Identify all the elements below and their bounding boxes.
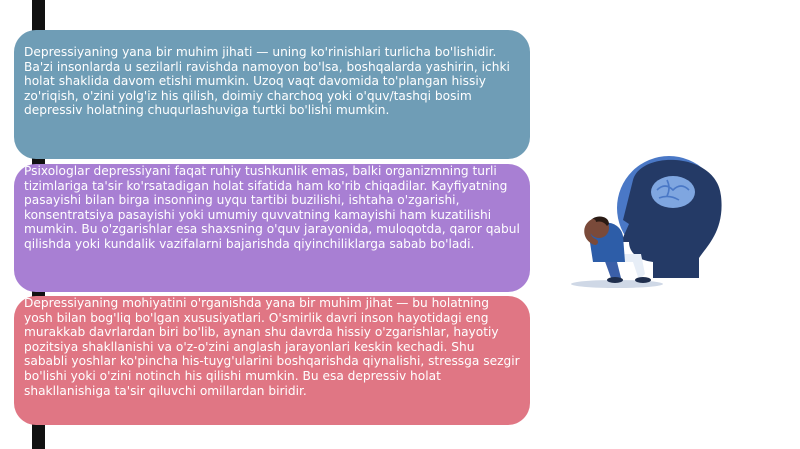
text-card-3 <box>14 296 530 425</box>
paragraph-2: Psixologlar depressiyani faqat ruhiy tushkunlik emas, balki organizmning turli tizimlariga ta'sir ko'rsatadigan holat sifatida ham ko'rib chiqadilar. Kayfiyatning pasayishi bilan birga insonning uyqu tartibi buzilishi, ishtaha o'zgarishi, konsentratsiya pasayishi yoki umumiy quvvatning kamayishi ham kuzatilishi mumkin. Bu o'zgarishlar esa shaxsning o'quv jarayonida, muloqotda, qaror qabul qilishda yoki kundalik vazifalarni bajarishda qiyinchiliklarga sabab bo'ladi. <box>24 164 520 251</box>
paragraph-1: Depressiyaning yana bir muhim jihati — uning ko'rinishlari turlicha bo'lishidir. Ba'zi insonlarda u sezilarli ravishda namoyon bo'lsa, boshqalarda yashirin, ichki holat shaklida davom etishi mumkin. Uzoq vaqt davomida to'plangan hissiy zo'riqish, o'zini yolg'iz his qilish, doimiy charchoq yoki o'quv/tashqi bosim depressiv holatning chuqurlashuviga turtki bo'lishi mumkin. <box>24 45 510 118</box>
sad-person-head-icon <box>549 150 769 295</box>
text-card-2 <box>14 164 530 292</box>
paragraph-3: Depressiyaning mohiyatini o'rganishda yana bir muhim jihat — bu holatning yosh bilan bog'liq bo'lgan xususiyatlari. O'smirlik davri inson hayotidagi eng murakkab davrlardan biri bo'lib, aynan shu davrda hissiy o'zgarishlar, hayotiy pozitsiya shakllanishi va o'z-o'zini anglash jarayonlari keskin kechadi. Shu sababli yoshlar ko'pincha his-tuyg'ularini boshqarishda qiynalishi, stressga sezgir bo'lishi yoki o'zini notinch his qilishi mumkin. Bu esa depressiv holat shakllanishiga ta'sir qiluvchi omillardan biridir. <box>24 296 520 398</box>
depression-illustration <box>549 150 769 295</box>
text-card-1 <box>14 30 530 159</box>
